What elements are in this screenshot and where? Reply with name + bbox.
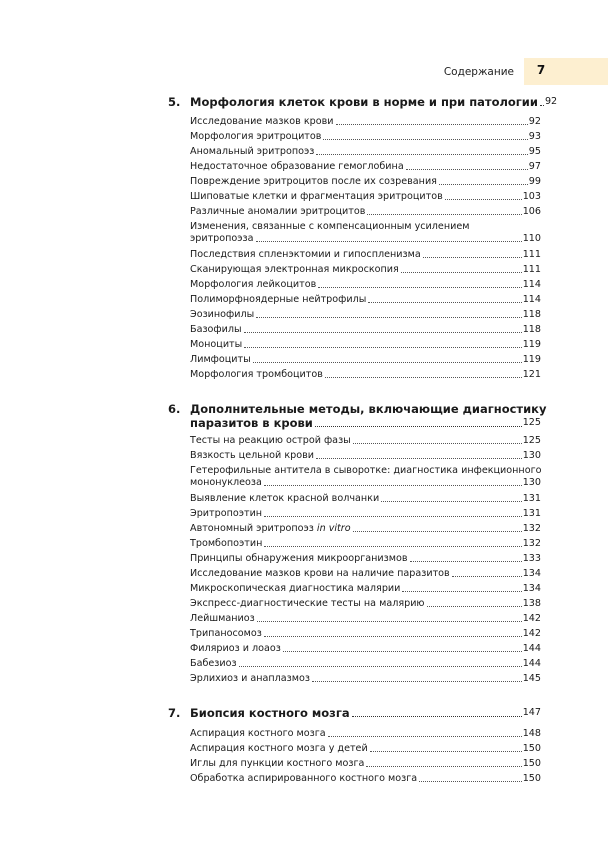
toc-entry-title: Эозинофилы xyxy=(190,309,255,320)
toc-entry-title: Сканирующая электронная микроскопия xyxy=(190,264,399,275)
dot-leader xyxy=(367,214,521,215)
toc-entry-title: Полиморфноядерные нейтрофилы xyxy=(190,294,367,305)
toc-entry-page: 144 xyxy=(522,658,541,669)
toc-entry-page: 111 xyxy=(522,249,541,260)
toc-entry-page: 97 xyxy=(528,161,541,172)
toc-entry-title: Вязкость цельной крови xyxy=(190,450,314,461)
dot-leader xyxy=(336,124,528,125)
dot-leader xyxy=(427,606,522,607)
toc-entry-title: Выявление клеток красной волчанки xyxy=(190,493,380,504)
chapter-number: 7. xyxy=(168,706,181,720)
toc-entry-page: 132 xyxy=(522,538,541,549)
toc-entry[interactable] xyxy=(190,294,541,306)
toc-entry-title: Иглы для пункции костного мозга xyxy=(190,758,365,769)
toc-entry-title: Обработка аспирированного костного мозга xyxy=(190,773,418,784)
chapter-page: 125 xyxy=(522,417,541,428)
dot-leader xyxy=(352,716,522,717)
toc-entry[interactable] xyxy=(190,161,541,173)
toc-entry[interactable] xyxy=(190,221,541,245)
toc-entry-page: 134 xyxy=(522,568,541,579)
toc-entry[interactable] xyxy=(190,450,541,462)
toc-entry-page: 119 xyxy=(522,354,541,365)
toc-entry-page: 125 xyxy=(522,435,541,446)
toc-entry-page: 92 xyxy=(528,116,541,127)
toc-entry-title: Эрлихиоз и анаплазмоз xyxy=(190,673,310,684)
dot-leader xyxy=(312,681,522,682)
dot-leader xyxy=(370,751,522,752)
toc-entry-page: 132 xyxy=(522,523,541,534)
toc-entry-title-line1: Изменения, связанные с компенсационным усилением xyxy=(190,221,470,232)
dot-leader xyxy=(452,576,522,577)
toc-entry-page: 118 xyxy=(522,324,541,335)
dot-leader xyxy=(256,317,521,318)
toc-entry-page: 93 xyxy=(528,131,541,142)
toc-entry-title: Морфология тромбоцитов xyxy=(190,369,323,380)
toc-entry-page: 121 xyxy=(522,369,541,380)
dot-leader xyxy=(264,516,522,517)
toc-entry[interactable] xyxy=(190,264,541,276)
toc-entry-title: Бабезиоз xyxy=(190,658,237,669)
toc-entry[interactable] xyxy=(190,538,541,550)
toc-entry-title: Лейшманиоз xyxy=(190,613,255,624)
toc-entry-page: 99 xyxy=(528,176,541,187)
toc-entry[interactable] xyxy=(190,583,541,595)
toc-entry[interactable] xyxy=(190,508,541,520)
dot-leader xyxy=(283,651,522,652)
toc-entry-page: 150 xyxy=(522,773,541,784)
toc-entry-title: Повреждение эритроцитов после их созревания xyxy=(190,176,437,187)
toc-entry[interactable] xyxy=(190,339,541,351)
dot-leader xyxy=(323,139,527,140)
toc-entry[interactable] xyxy=(190,773,541,785)
toc-entry-page: 150 xyxy=(522,758,541,769)
toc-entry-page: 95 xyxy=(528,146,541,157)
toc-entry-page: 130 xyxy=(522,450,541,461)
toc-entry[interactable] xyxy=(190,758,541,770)
dot-leader xyxy=(315,426,522,427)
dot-leader xyxy=(257,621,522,622)
toc-entry-title: Аномальный эритропоэз xyxy=(190,146,315,157)
toc-entry-title: Морфология эритроцитов xyxy=(190,131,322,142)
chapter-title: паразитов в крови xyxy=(190,416,313,430)
dot-leader xyxy=(540,105,544,106)
dot-leader xyxy=(253,362,522,363)
toc-entry-page: 111 xyxy=(522,264,541,275)
toc-entry[interactable] xyxy=(190,369,541,381)
page-number: 7 xyxy=(536,63,546,77)
toc-entry-page: 150 xyxy=(522,743,541,754)
toc-entry-title: Шиповатые клетки и фрагментация эритроцитов xyxy=(190,191,443,202)
toc-entry-title: Недостаточное образование гемоглобина xyxy=(190,161,404,172)
toc-entry-title: Тромбопоэтин xyxy=(190,538,263,549)
toc-entry-title: Лимфоциты xyxy=(190,354,251,365)
dot-leader xyxy=(410,561,522,562)
toc-entry-page: 148 xyxy=(522,728,541,739)
chapter-page: 147 xyxy=(522,707,541,718)
toc-entry-title: Принципы обнаружения микроорганизмов xyxy=(190,553,408,564)
toc-entry[interactable] xyxy=(190,628,541,640)
dot-leader xyxy=(264,636,522,637)
chapter-title-line1: Дополнительные методы, включающие диагностику xyxy=(190,402,547,416)
dot-leader xyxy=(419,781,522,782)
toc-entry-title: Автономный эритропоэз xyxy=(190,523,314,534)
toc-entry-title: Экспресс-диагностические тесты на малярию xyxy=(190,598,425,609)
toc-entry-title: Различные аномалии эритроцитов xyxy=(190,206,366,217)
toc-entry[interactable] xyxy=(190,613,541,625)
toc-entry[interactable] xyxy=(190,743,541,755)
toc-entry-page: 103 xyxy=(522,191,541,202)
toc-entry-page: 131 xyxy=(522,493,541,504)
chapter-heading[interactable] xyxy=(168,706,541,720)
chapter-title: Морфология клеток крови в норме и при патологии xyxy=(190,95,538,109)
toc-entry-title: Морфология лейкоцитов xyxy=(190,279,317,290)
toc-entry-page: 134 xyxy=(522,583,541,594)
toc-entry-title: Моноциты xyxy=(190,339,243,350)
chapter-heading[interactable] xyxy=(168,95,558,109)
toc-entry-title: Аспирация костного мозга у детей xyxy=(190,743,368,754)
toc-entry[interactable] xyxy=(190,598,541,610)
toc-entry-title: мононуклеоза xyxy=(190,477,262,488)
chapter-heading[interactable] xyxy=(168,402,547,430)
dot-leader xyxy=(264,546,521,547)
dot-leader xyxy=(423,257,522,258)
toc-entry[interactable] xyxy=(190,673,541,685)
toc-entry-page: 142 xyxy=(522,628,541,639)
toc-entry-title: Тесты на реакцию острой фазы xyxy=(190,435,351,446)
toc-entry[interactable] xyxy=(190,206,541,218)
toc-entry-page: 133 xyxy=(522,553,541,564)
toc-entry[interactable] xyxy=(190,176,541,188)
dot-leader xyxy=(244,332,522,333)
toc-entry-page: 118 xyxy=(522,309,541,320)
toc-entry[interactable] xyxy=(190,568,541,580)
dot-leader xyxy=(325,377,522,378)
dot-leader xyxy=(256,241,522,242)
toc-entry-title: Исследование мазков крови на наличие паразитов xyxy=(190,568,450,579)
toc-entry[interactable] xyxy=(190,493,541,505)
toc-entry-title: Базофилы xyxy=(190,324,242,335)
toc-entry[interactable] xyxy=(190,658,541,670)
dot-leader xyxy=(381,501,522,502)
toc-entry[interactable] xyxy=(190,465,541,489)
toc-entry-page: 142 xyxy=(522,613,541,624)
dot-leader xyxy=(402,591,521,592)
dot-leader xyxy=(366,766,521,767)
dot-leader xyxy=(328,736,522,737)
toc-entry[interactable] xyxy=(190,354,541,366)
dot-leader xyxy=(445,199,522,200)
dot-leader xyxy=(368,302,521,303)
dot-leader xyxy=(353,531,522,532)
dot-leader xyxy=(239,666,522,667)
chapter-number: 6. xyxy=(168,402,181,416)
chapter-page: 92 xyxy=(544,96,558,107)
toc-entry[interactable] xyxy=(190,249,541,261)
toc-entry[interactable] xyxy=(190,523,541,535)
toc-entry-title: Филяриоз и лоаоз xyxy=(190,643,281,654)
toc-entry-page: 130 xyxy=(522,477,541,488)
dot-leader xyxy=(406,169,528,170)
toc-entry-page: 119 xyxy=(522,339,541,350)
dot-leader xyxy=(264,485,522,486)
toc-entry-title: Аспирация костного мозга xyxy=(190,728,326,739)
toc-entry-page: 114 xyxy=(522,294,541,305)
toc-entry-title: Трипаносомоз xyxy=(190,628,262,639)
chapter-number: 5. xyxy=(168,95,181,109)
chapter-title: Биопсия костного мозга xyxy=(190,706,350,720)
toc-entry-page: 114 xyxy=(522,279,541,290)
toc-entry-page: 145 xyxy=(522,673,541,684)
toc-entry-title: эритропоэза xyxy=(190,233,254,244)
toc-entry-title: Эритропоэтин xyxy=(190,508,263,519)
toc-entry[interactable] xyxy=(190,309,541,321)
running-header: Содержание xyxy=(443,66,514,78)
toc-entry-title-italic: in vitro xyxy=(316,523,351,534)
toc-entry-title: Микроскопическая диагностика малярии xyxy=(190,583,401,594)
toc-entry-title: Последствия спленэктомии и гипоспленизма xyxy=(190,249,421,260)
toc-entry[interactable] xyxy=(190,324,541,336)
dot-leader xyxy=(318,287,521,288)
dot-leader xyxy=(316,154,527,155)
dot-leader xyxy=(401,272,522,273)
toc-entry[interactable] xyxy=(190,279,541,291)
toc-entry-page: 110 xyxy=(522,233,541,244)
toc-entry-title-line1: Гетерофильные антитела в сыворотке: диагностика инфекционного xyxy=(190,465,542,476)
toc-entry[interactable] xyxy=(190,146,541,158)
dot-leader xyxy=(353,443,522,444)
toc-entry-page: 144 xyxy=(522,643,541,654)
dot-leader xyxy=(244,347,521,348)
toc-entry[interactable] xyxy=(190,553,541,565)
toc-entry[interactable] xyxy=(190,116,541,128)
dot-leader xyxy=(439,184,528,185)
toc-entry[interactable] xyxy=(190,728,541,740)
toc-entry-page: 131 xyxy=(522,508,541,519)
toc-entry[interactable] xyxy=(190,643,541,655)
toc-entry[interactable] xyxy=(190,191,541,203)
dot-leader xyxy=(316,458,522,459)
toc-entry-page: 106 xyxy=(522,206,541,217)
toc-entry[interactable] xyxy=(190,435,541,447)
toc-entry-title: Исследование мазков крови xyxy=(190,116,334,127)
toc-entry-page: 138 xyxy=(522,598,541,609)
toc-entry[interactable] xyxy=(190,131,541,143)
